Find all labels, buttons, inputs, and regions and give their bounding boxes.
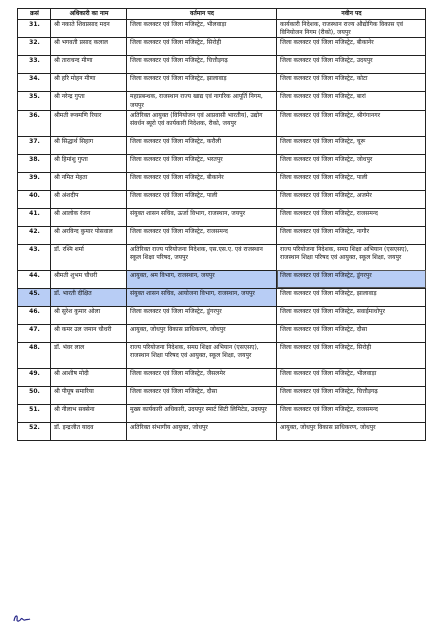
table-row	[18, 20, 426, 38]
new-post-cell: जिला कलक्टर एवं जिला मजिस्ट्रेट, पाली	[277, 172, 426, 190]
new-post-cell: जिला कलक्टर एवं जिला मजिस्ट्रेट, चूरू	[277, 136, 426, 154]
serial-cell: 52.	[18, 422, 51, 440]
officer-name-cell: डॉ. भंवर लाल	[51, 342, 127, 368]
table-row	[18, 386, 426, 404]
current-post-cell: राज्य परियोजना निदेशक, समग्र शिक्षा अभियान (एसएसए), राजस्थान शिक्षा परिषद एवं आयुक्त, स्कूल शिक्षा, जयपुर	[127, 342, 277, 368]
new-post-cell: जिला कलक्टर एवं जिला मजिस्ट्रेट, जोधपुर	[277, 154, 426, 172]
current-post-cell: अतिरिक्त संभागीय आयुक्त, जोधपुर	[127, 422, 277, 440]
serial-cell: 32.	[18, 38, 51, 56]
current-post-cell: जिला कलक्टर एवं जिला मजिस्ट्रेट, डूंगरपुर	[127, 306, 277, 324]
table-row	[18, 226, 426, 244]
serial-cell: 37.	[18, 136, 51, 154]
current-post-cell: जिला कलक्टर एवं जिला मजिस्ट्रेट, राजसमन्द	[127, 226, 277, 244]
current-post-cell: आयुक्त, श्रम विभाग, राजस्थान, जयपुर	[127, 270, 277, 288]
current-post-cell: जिला कलक्टर एवं जिला मजिस्ट्रेट, करौली	[127, 136, 277, 154]
officer-name-cell: डॉ. भारती दीक्षित	[51, 288, 127, 306]
transfer-list-table	[17, 8, 426, 441]
new-post-cell: जिला कलक्टर एवं जिला मजिस्ट्रेट, डूंगरपुर	[277, 270, 426, 288]
new-post-cell: जिला कलक्टर एवं जिला मजिस्ट्रेट, झालावाड़	[277, 288, 426, 306]
table-row	[18, 136, 426, 154]
current-post-cell: जिला कलक्टर एवं जिला मजिस्ट्रेट, भीलवाड़ा	[127, 20, 277, 38]
current-post-cell: संयुक्त शासन सचिव, आयोजना विभाग, राजस्थान, जयपुर	[127, 288, 277, 306]
serial-cell: 50.	[18, 386, 51, 404]
serial-cell: 33.	[18, 56, 51, 74]
new-post-cell: जिला कलक्टर एवं जिला मजिस्ट्रेट, बारां	[277, 92, 426, 110]
serial-cell: 49.	[18, 368, 51, 386]
officer-name-cell: श्री सुरेश कुमार ओला	[51, 306, 127, 324]
officer-name-cell: श्री आलोक रंजन	[51, 208, 127, 226]
new-post-cell: जिला कलक्टर एवं जिला मजिस्ट्रेट, भीलवाड़ा	[277, 368, 426, 386]
header-serial: क्रसं	[18, 9, 51, 20]
officer-name-cell: डॉ. रश्मि शर्मा	[51, 244, 127, 270]
current-post-cell: जिला कलक्टर एवं जिला मजिस्ट्रेट, बीकानेर	[127, 172, 277, 190]
table-body	[18, 20, 426, 441]
current-post-cell: मुख्य कार्यकारी अधिकारी, उदयपुर स्मार्ट सिटी लिमिटेड, उदयपुर	[127, 404, 277, 422]
serial-cell: 44.	[18, 270, 51, 288]
serial-cell: 35.	[18, 92, 51, 110]
table-row	[18, 56, 426, 74]
officer-name-cell: श्री अरविन्द कुमार पोसवाल	[51, 226, 127, 244]
header-officer-name: अधिकारी का नाम	[51, 9, 127, 20]
serial-cell: 51.	[18, 404, 51, 422]
officer-name-cell: श्री आशीष मोदी	[51, 368, 127, 386]
table-row	[18, 190, 426, 208]
serial-cell: 43.	[18, 244, 51, 270]
current-post-cell: जिला कलक्टर एवं जिला मजिस्ट्रेट, झालावाड़	[127, 74, 277, 92]
new-post-cell: राज्य परियोजना निदेशक, समग्र शिक्षा अभियान (एसएसए), राजस्थान शिक्षा परिषद एवं आयुक्त, स्कूल शिक्षा, जयपुर	[277, 244, 426, 270]
officer-name-cell: श्री सिद्धार्थ सिहाग	[51, 136, 127, 154]
new-post-cell: जिला कलक्टर एवं जिला मजिस्ट्रेट, राजसमन्द	[277, 208, 426, 226]
table-row	[18, 244, 426, 270]
current-post-cell: संयुक्त शासन सचिव, ऊर्जा विभाग, राजस्थान, जयपुर	[127, 208, 277, 226]
table-row	[18, 404, 426, 422]
new-post-cell: जिला कलक्टर एवं जिला मजिस्ट्रेट, उदयपुर	[277, 56, 426, 74]
officer-name-cell: श्री हरि मोहन मीणा	[51, 74, 127, 92]
table-row	[18, 110, 426, 136]
current-post-cell: जिला कलक्टर एवं जिला मजिस्ट्रेट, दौसा	[127, 386, 277, 404]
table-row	[18, 92, 426, 110]
table-row	[18, 270, 426, 288]
table-row	[18, 154, 426, 172]
serial-cell: 41.	[18, 208, 51, 226]
table-row	[18, 368, 426, 386]
officer-name-cell: श्रीमती शुभम चौधरी	[51, 270, 127, 288]
new-post-cell: जिला कलक्टर एवं जिला मजिस्ट्रेट, सवाईमाधोपुर	[277, 306, 426, 324]
current-post-cell: जिला कलक्टर एवं जिला मजिस्ट्रेट, भरतपुर	[127, 154, 277, 172]
serial-cell: 47.	[18, 324, 51, 342]
new-post-cell: आयुक्त, जोधपुर विकास प्राधिकरण, जोधपुर	[277, 422, 426, 440]
serial-cell: 46.	[18, 306, 51, 324]
serial-cell: 45.	[18, 288, 51, 306]
current-post-cell: अतिरिक्त राज्य परियोजना निदेशक, एस.एस.ए. एवं राजस्थान स्कूल शिक्षा परिषद, जयपुर	[127, 244, 277, 270]
current-post-cell: जिला कलक्टर एवं जिला मजिस्ट्रेट, चित्तौड़गढ़	[127, 56, 277, 74]
serial-cell: 42.	[18, 226, 51, 244]
table-row	[18, 288, 426, 306]
table-row	[18, 324, 426, 342]
serial-cell: 39.	[18, 172, 51, 190]
new-post-cell: जिला कलक्टर एवं जिला मजिस्ट्रेट, चित्तौड़गढ़	[277, 386, 426, 404]
new-post-cell: जिला कलक्टर एवं जिला मजिस्ट्रेट, श्रीगंगानगर	[277, 110, 426, 136]
current-post-cell: जिला कलक्टर एवं जिला मजिस्ट्रेट, सिरोही	[127, 38, 277, 56]
table-row	[18, 38, 426, 56]
table-row	[18, 172, 426, 190]
serial-cell: 36.	[18, 110, 51, 136]
officer-name-cell: श्री नीलाभ सक्सेना	[51, 404, 127, 422]
current-post-cell: अतिरिक्त आयुक्त (विनियोजन एवं आप्रवासी भारतीय), उद्योग संवर्धन ब्यूरो एवं कार्यकारी निदेशक, रीको, जयपुर	[127, 110, 277, 136]
officer-name-cell: श्री नकाते शिवप्रसाद मदन	[51, 20, 127, 38]
current-post-cell: जिला कलक्टर एवं जिला मजिस्ट्रेट, जैसलमेर	[127, 368, 277, 386]
officer-name-cell: श्री हिमांशु गुप्ता	[51, 154, 127, 172]
header-current-post: वर्तमान पद	[127, 9, 277, 20]
table-row	[18, 208, 426, 226]
new-post-cell: जिला कलक्टर एवं जिला मजिस्ट्रेट, कोटा	[277, 74, 426, 92]
officer-name-cell: श्री ताराचन्द मीणा	[51, 56, 127, 74]
signature-initials-icon	[12, 612, 32, 624]
new-post-cell: जिला कलक्टर एवं जिला मजिस्ट्रेट, सिरोही	[277, 342, 426, 368]
header-new-post: नवीन पद	[277, 9, 426, 20]
officer-name-cell: श्री नरेन्द्र गुप्ता	[51, 92, 127, 110]
officer-name-cell: श्रीमती रूक्मणि रियार	[51, 110, 127, 136]
new-post-cell: कार्यकारी निदेशक, राजस्थान राज्य औद्योगिक विकास एवं विनियोजन निगम (रीको), जयपुर	[277, 20, 426, 38]
new-post-cell: जिला कलक्टर एवं जिला मजिस्ट्रेट, बीकानेर	[277, 38, 426, 56]
officer-name-cell: श्री नमित मेहता	[51, 172, 127, 190]
serial-cell: 34.	[18, 74, 51, 92]
new-post-cell: जिला कलक्टर एवं जिला मजिस्ट्रेट, नागौर	[277, 226, 426, 244]
officer-name-cell: डॉ. इन्द्रजीत यादव	[51, 422, 127, 440]
serial-cell: 40.	[18, 190, 51, 208]
serial-cell: 38.	[18, 154, 51, 172]
officer-name-cell: श्री भगवती प्रसाद कलाल	[51, 38, 127, 56]
officer-name-cell: श्री पीयूष समारिया	[51, 386, 127, 404]
new-post-cell: जिला कलक्टर एवं जिला मजिस्ट्रेट, राजसमन्द	[277, 404, 426, 422]
current-post-cell: जिला कलक्टर एवं जिला मजिस्ट्रेट, पाली	[127, 190, 277, 208]
officer-name-cell: श्री अंशदीप	[51, 190, 127, 208]
current-post-cell: आयुक्त, जोधपुर विकास प्राधिकरण, जोधपुर	[127, 324, 277, 342]
table-header-row	[18, 9, 426, 20]
table-row	[18, 342, 426, 368]
table-row	[18, 306, 426, 324]
officer-name-cell: श्री कमर उल जमान चौधरी	[51, 324, 127, 342]
serial-cell: 31.	[18, 20, 51, 38]
table-row	[18, 422, 426, 440]
new-post-cell: जिला कलक्टर एवं जिला मजिस्ट्रेट, दौसा	[277, 324, 426, 342]
current-post-cell: महाप्रबन्धक, राजस्थान राज्य खाद्य एवं नागरिक आपूर्ति निगम, जयपुर	[127, 92, 277, 110]
serial-cell: 48.	[18, 342, 51, 368]
table-row	[18, 74, 426, 92]
new-post-cell: जिला कलक्टर एवं जिला मजिस्ट्रेट, अजमेर	[277, 190, 426, 208]
